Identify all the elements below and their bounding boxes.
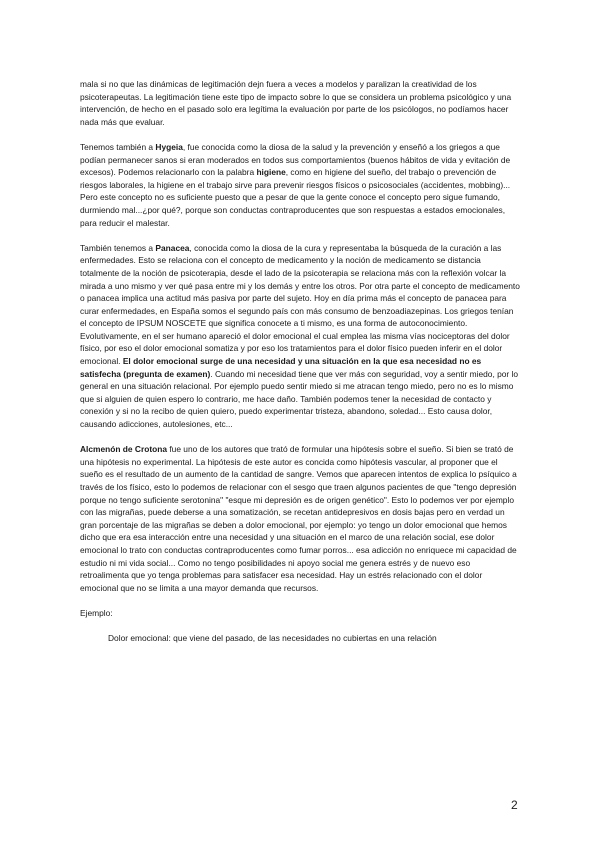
text-run: mala si no que las dinámicas de legitimación dejn fuera a veces a modelos y paralizan la creatividad de los psicoterapeutas. La legitimación tiene este tipo de impacto sobre lo que se considera un problema psicológico y una intervención, de hecho en el pasado solo era legítima la evaluación por parte de los psicólogos, no podíamos hacer nada más que evaluar. — [80, 79, 512, 127]
paragraph — [80, 443, 520, 594]
paragraph — [80, 242, 520, 431]
bold-text: higiene — [256, 167, 286, 178]
bold-text: Panacea — [155, 242, 190, 253]
bold-text: Hygeia — [155, 141, 183, 152]
text-run: También tenemos a — [80, 242, 156, 253]
page-number: 2 — [511, 798, 518, 812]
page-body — [80, 78, 520, 657]
text-run: , como en higiene del sueño, del trabajo o prevención de riesgos laborales, la higiene en el trabajo sirve para prevenir riesgos físicos o psicosociales (accidentes, mobbing)... Pero este concepto no es suficiente puesto que a pesar de que la gente conoce el concepto pero sigue fumando, durmiendo mal...¿por qué?, porque son conductas contraproducentes que son respuestas a estados emocionales, para reducir el malestar. — [80, 167, 511, 228]
text-run: Ejemplo: — [80, 607, 113, 618]
text-run: , conocida como la diosa de la cura y representaba la búsqueda de la curación a las enfermedades. Esto se relaciona con el concepto de medicamento y la noción de medicamento se distancia totalmente de la noción de psicoterapia, desde el lado de la psicoterapia se relaciona más con la reflexión volcar la mirada a uno mismo y ver qué pasa entre mi y los demás y entre los otros. Por otra parte el concepto de medicamento o panacea implica una actitud más pasiva por parte del sujeto. Hoy en día prima más el concepto de panacea para curar enfermedades, en España somos el segundo país con más consumo de benzoadiazepinas. Los griegos tenían el concepto de IPSUM NOSCETE que significa conocete a ti mismo, es una forma de autoconocimiento. Evolutivamente, en el ser humano apareció el dolor emocional el cual emplea las misma vías nociceptoras del dolor físico, por eso el dolor emocional somatiza y por eso los tratamientos para el dolor físico pueden inferir en el dolor emocional. — [80, 242, 520, 367]
paragraph — [80, 607, 520, 620]
bold-text: El dolor emocional surge de una necesidad y una situación en la que esa necesidad no es satisfecha (pregunta de examen) — [80, 356, 482, 379]
bold-text: Alcmenón de Crotona — [80, 444, 168, 455]
text-run: Dolor emocional: que viene del pasado, de las necesidades no cubiertas en una relación — [108, 633, 437, 644]
paragraph — [80, 141, 520, 229]
text-run: . Cuando mi necesidad tiene que ver más con seguridad, voy a sentir miedo, por lo general en una situación relacional. Por ejemplo puedo sentir miedo si me atracan tengo miedo, pero no es lo mismo que si alguien de quien espero lo contrario, me hace daño. También podemos tener la necesidad de contacto y conexión y si no la recibo de quien quiero, puedo experimentar tristeza, abandono, soledad... Esto causa dolor, causando adicciones, autolesiones, etc... — [80, 368, 519, 430]
text-run: , fue conocida como la diosa de la salud y la prevención y enseñó a los griegos a que podían permanecer sanos si eran moderados en todos sus comportamientos (buenos hábitos de vida y evitación de excesos). Podemos relacionarlo con la palabra — [80, 141, 511, 178]
paragraph — [80, 632, 520, 645]
paragraph — [80, 78, 520, 128]
text-run: fue uno de los autores que trató de formular una hipótesis sobre el sueño. Si bien se trató de una hipótesis no experimental. La hipótesis de este autor es concida como hipótesis vascular, al proponer que el sueño es el resultado de un aumento de la cantidad de sangre. Vemos que aparecen intentos de explica lo psíquico a través de los físico, esto lo podemos de relacionar con el sesgo que traen algunos pacientes de que "tengo depresión porque no tengo suficiente serotonina" "esque mi depresión es de origen genético". Esto lo podemos ver por ejemplo con las migrañas, puede deberse a una somatización, se recetan antidepresivos en dosis bajas pero en verdad un gran porcentaje de las migrañas se deben a dolor emocional, por ejemplo: yo tengo un dolor emocional que hemos dicho que era esa interacción entre una necesidad y una situación en el marco de una relación social, ese dolor emocional lo trato con conductas contraproducentes como fumar porros... esa adicción no enriquece mi capacidad de estudio ni mi vida social... Como no tengo posibilidades ni apoyo social me genera estrés y de nuevo eso retroalimenta que yo tenga problemas para satisfacer esa necesidad. Hay un estrés relacionado con el dolor emocional que no se limita a una mayor demanda que recursos. — [80, 444, 517, 593]
text-run: Tenemos también a — [80, 141, 156, 152]
